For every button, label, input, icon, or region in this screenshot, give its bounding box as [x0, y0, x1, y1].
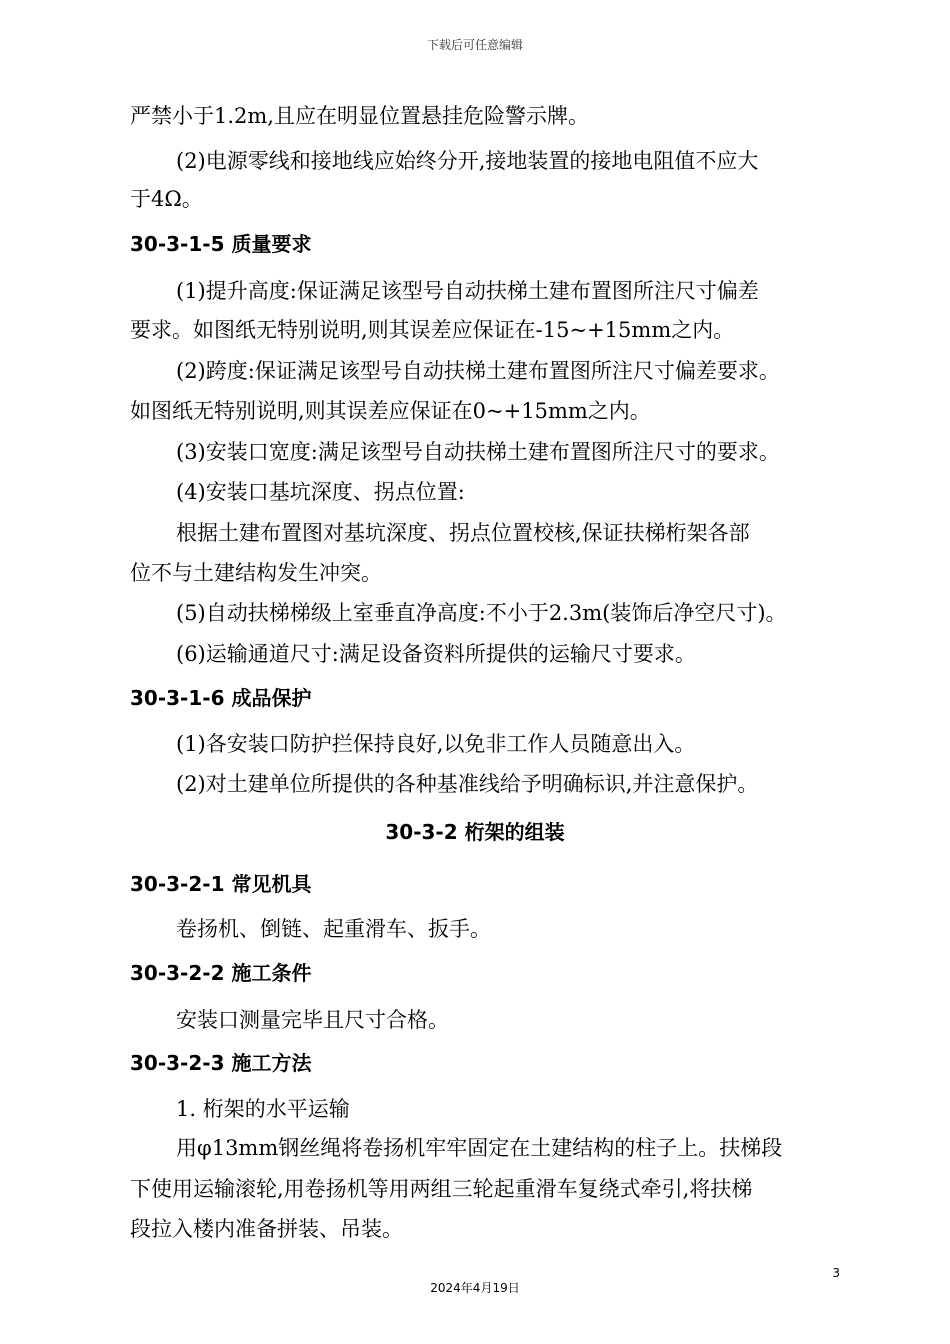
- body-line: 要求。如图纸无特别说明,则其误差应保证在-15~+15mm之内。: [130, 318, 735, 342]
- section-heading: 30-3-2-1 常见机具: [130, 872, 312, 896]
- body-line: 段拉入楼内准备拼装、吊装。: [130, 1217, 403, 1241]
- body-line: 严禁小于1.2m,且应在明显位置悬挂危险警示牌。: [130, 104, 589, 128]
- body-line: (3)安装口宽度:满足该型号自动扶梯土建布置图所注尺寸的要求。: [176, 440, 780, 464]
- section-heading: 30-3-1-5 质量要求: [130, 232, 312, 256]
- body-line: 位不与土建结构发生冲突。: [130, 561, 382, 585]
- body-line: (2)电源零线和接地线应始终分开,接地装置的接地电阻值不应大: [176, 149, 759, 173]
- body-line: (2)跨度:保证满足该型号自动扶梯土建布置图所注尺寸偏差要求。: [176, 359, 780, 383]
- section-heading: 30-3-2-3 施工方法: [130, 1051, 312, 1075]
- chapter-heading: 30-3-2 桁架的组装: [385, 820, 565, 844]
- body-line: (1)各安装口防护拦保持良好,以免非工作人员随意出入。: [176, 732, 696, 756]
- page-footer-date: 2024年4月19日: [430, 1281, 520, 1295]
- body-line: 于4Ω。: [130, 187, 203, 211]
- body-line: (1)提升高度:保证满足该型号自动扶梯土建布置图所注尺寸偏差: [176, 279, 759, 303]
- body-line: 下使用运输滚轮,用卷扬机等用两组三轮起重滑车复绕式牵引,将扶梯: [130, 1177, 753, 1201]
- body-line: 根据土建布置图对基坑深度、拐点位置校核,保证扶梯桁架各部: [176, 521, 750, 545]
- section-heading: 30-3-2-2 施工条件: [130, 961, 312, 985]
- body-line: (6)运输通道尺寸:满足设备资料所提供的运输尺寸要求。: [176, 642, 696, 666]
- body-line: (2)对土建单位所提供的各种基准线给予明确标识,并注意保护。: [176, 772, 759, 796]
- body-line: 1. 桁架的水平运输: [176, 1097, 350, 1121]
- body-line: 安装口测量完毕且尺寸合格。: [176, 1008, 449, 1032]
- section-heading: 30-3-1-6 成品保护: [130, 686, 312, 710]
- page-number: 3: [832, 1266, 840, 1280]
- body-line: (4)安装口基坑深度、拐点位置:: [176, 480, 465, 504]
- body-line: 如图纸无特别说明,则其误差应保证在0~+15mm之内。: [130, 399, 651, 423]
- page-header: 下载后可任意编辑: [426, 38, 523, 52]
- body-line: 卷扬机、倒链、起重滑车、扳手。: [176, 917, 491, 941]
- body-line: 用φ13mm钢丝绳将卷扬机牢牢固定在土建结构的柱子上。扶梯段: [176, 1136, 783, 1160]
- body-line: (5)自动扶梯梯级上室垂直净高度:不小于2.3m(装饰后净空尺寸)。: [176, 601, 787, 625]
